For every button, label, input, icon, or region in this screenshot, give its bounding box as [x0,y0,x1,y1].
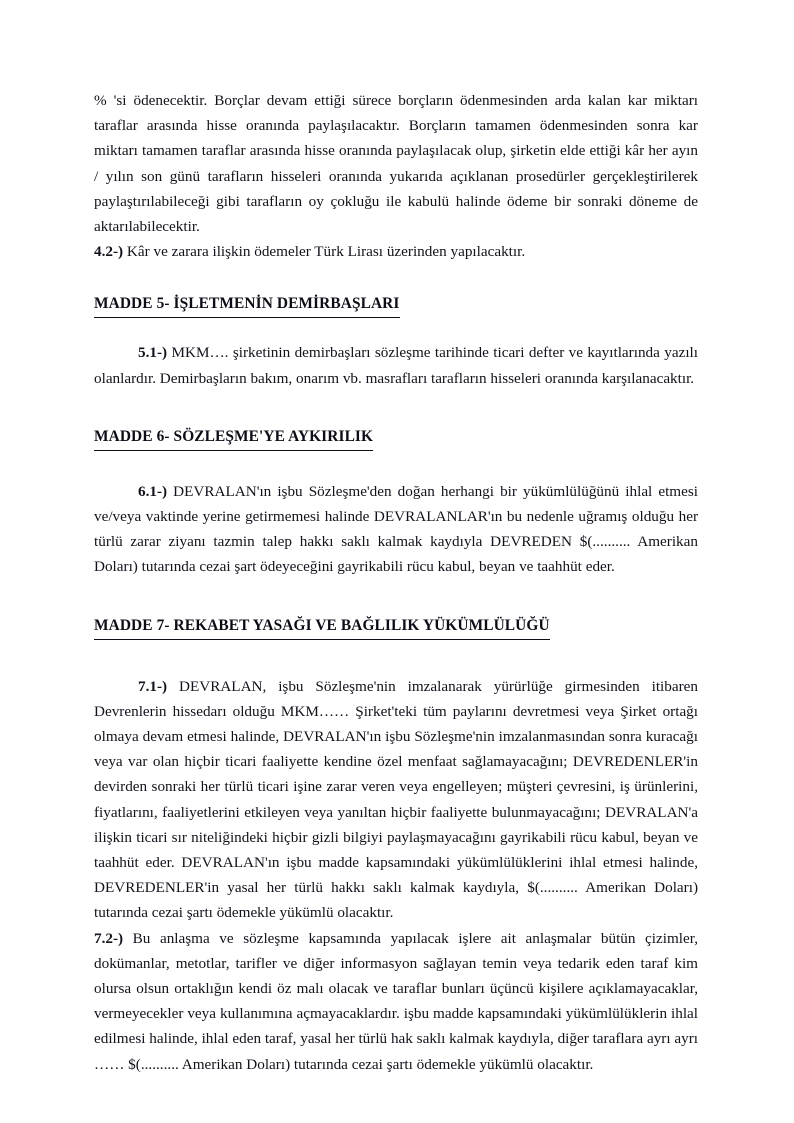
clause-6-1-text: DEVRALAN'ın işbu Sözleşme'den doğan herhangi bir yükümlülüğünü ihlal etmesi ve/veya vaktinde yerine getirmemesi halinde DEVRALANLAR'ın bu nedenle uğramış olduğu her türlü zarar ziyanı tazmin talep hakkı saklı kalmak kaydıyla DEVREDEN $(.......... Amerikan Doları) tutarında cezai şart ödeyeceğini gayrikabili rücu kabul, beyan ve taahhüt eder. [94,482,698,576]
clause-5-1-number: 5.1-) [138,344,168,362]
clause-4-2 [94,239,698,264]
spacer [94,391,698,425]
clause-7-2-text: Bu anlaşma ve sözleşme kapsamında yapılacak işlere ait anlaşmalar bütün çizimler, dokümanlar, metotlar, tarifler ve diğer informasyon sağlayan temin veya tedarik eden taraf kim olursa olsun ortaklığın kendi öz malı olacak ve taraflar bunları üçüncü kişilere açıklamayacaklar, vermeyecekler veya kullanımına açmayacaklardır. işbu madde kapsamındaki yükümlülüklerin ihlal edilmesi halinde, ihlal eden taraf, yasal her türlü hak saklı kalmak kaydıyla, diğer taraflara ayrı ayrı …… $(.......... Amerikan Doları) tutarında cezai şartı ödemekle yükümlü olacaktır. [94,929,698,1073]
document-body [94,88,698,1077]
clause-7-2 [94,926,698,1077]
spacer [94,640,698,674]
spacer [94,451,698,479]
clause-7-1 [94,674,698,926]
spacer [94,264,698,292]
clause-4-2-text: Kâr ve zarara ilişkin ödemeler Türk Lirası üzerinden yapılacaktır. [123,243,526,261]
clause-7-2-number: 7.2-) [94,929,124,947]
spacer [94,318,698,340]
clause-7-1-text: DEVRALAN, işbu Sözleşme'nin imzalanarak yürürlüğe girmesinden itibaren Devrenlerin hissedarı olduğu MKM…… Şirket'teki tüm paylarını devretmesi veya Şirket ortağı olmaya devam etmesi halinde, DEVRALAN'ın işbu Sözleşme'nin imzalanmasından sonra kuracağı veya var olan hiçbir ticari faaliyette kendine özel menfaat sağlamayacağını; DEVREDENLER'in devirden sonraki her türlü ticari işine zarar veren veya engelleyen; müşteri çevresini, iş ürünlerini, fiyatlarını, faaliyetlerini etkileyen veya yanıltan hiçbir faaliyette bulunmayacağını; DEVRALAN'a ilişkin ticari sır niteliğindeki hiçbir gizli bilgiyi paylaşmayacağını gayrikabili rücu kabul, beyan ve taahhüt eder. DEVRALAN'ın işbu madde kapsamındaki yükümlülüklerini ihlal etmesi halinde, DEVREDENLER'in yasal her türlü hakkı saklı kalmak kaydıyla, $(.......... Amerikan Doları) tutarında cezai şartı ödemekle yükümlü olacaktır. [94,677,698,922]
heading-madde-6-text: MADDE 6- SÖZLEŞME'YE AYKIRILIK [94,425,373,451]
clause-5-1 [94,340,698,390]
spacer [94,580,698,614]
clause-6-1 [94,479,698,580]
heading-madde-7-text: MADDE 7- REKABET YASAĞI VE BAĞLILIK YÜKÜMLÜLÜĞÜ [94,614,550,640]
clause-5-1-text: MKM…. şirketinin demirbaşları sözleşme tarihinde ticari defter ve kayıtlarında yazılı olanlardır. Demirbaşların bakım, onarım vb. masrafları tarafların hisseleri oranında karşılanacaktır. [94,344,698,387]
clause-4-2-number: 4.2-) [94,243,124,261]
clause-6-1-number: 6.1-) [138,482,168,500]
heading-madde-5 [94,292,698,318]
heading-madde-7 [94,614,698,640]
heading-madde-6 [94,425,698,451]
paragraph-intro-continued: % 'si ödenecektir. Borçlar devam ettiği sürece borçların ödenmesinden arda kalan kar miktarı taraflar arasında hisse oranında paylaşılacaktır. Borçların tamamen ödenmesinden sonra kar miktarı tamamen taraflar arasında hisse oranında paylaşılacak olup, şirketin elde ettiği kâr her ayın / yılın son günü tarafların hisseleri oranında yukarıda açıklanan prosedürler gerçekleştirilerek paylaştırılabileceği gibi tarafların oy çokluğu ile kabulü halinde ödeme bir sonraki döneme de aktarılabilecektir. [94,92,698,236]
clause-7-1-number: 7.1-) [138,677,168,695]
heading-madde-5-text: MADDE 5- İŞLETMENİN DEMİRBAŞLARI [94,292,400,318]
